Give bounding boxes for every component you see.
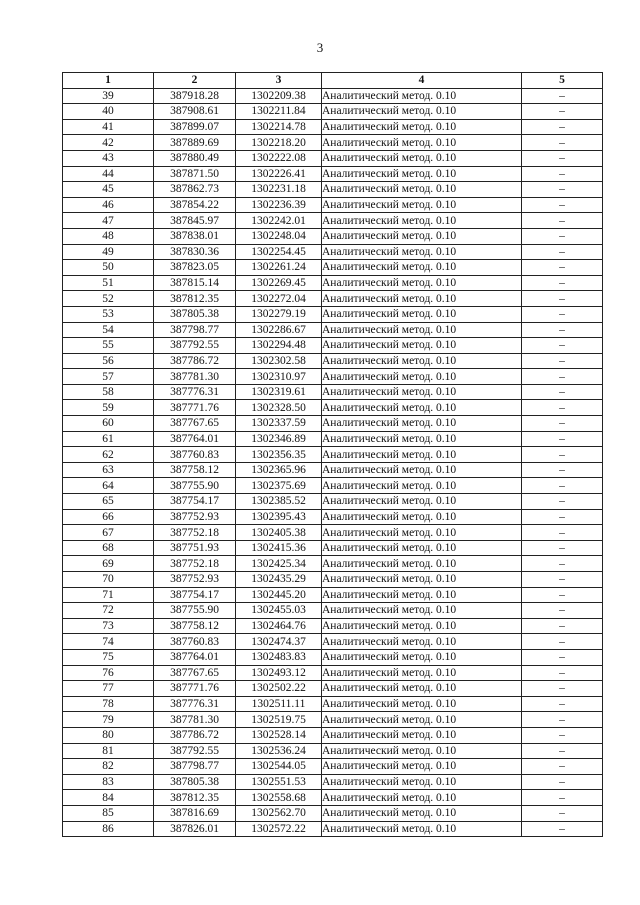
y-coordinate-cell: 1302254.45 — [236, 244, 322, 260]
method-cell: Аналитический метод. 0.10 — [322, 743, 522, 759]
y-coordinate-cell: 1302218.20 — [236, 135, 322, 151]
method-cell: Аналитический метод. 0.10 — [322, 525, 522, 541]
method-cell: Аналитический метод. 0.10 — [322, 244, 522, 260]
note-cell: – — [522, 353, 603, 369]
x-coordinate-cell: 387776.31 — [154, 696, 236, 712]
method-cell: Аналитический метод. 0.10 — [322, 228, 522, 244]
table-row — [63, 166, 603, 182]
point-number-cell: 45 — [63, 182, 154, 198]
x-coordinate-cell: 387812.35 — [154, 291, 236, 307]
x-coordinate-cell: 387786.72 — [154, 353, 236, 369]
x-coordinate-cell: 387812.35 — [154, 790, 236, 806]
method-cell: Аналитический метод. 0.10 — [322, 306, 522, 322]
y-coordinate-cell: 1302395.43 — [236, 509, 322, 525]
point-number-cell: 79 — [63, 712, 154, 728]
note-cell: – — [522, 104, 603, 120]
y-coordinate-cell: 1302310.97 — [236, 369, 322, 385]
x-coordinate-cell: 387781.30 — [154, 369, 236, 385]
note-cell: – — [522, 478, 603, 494]
method-cell: Аналитический метод. 0.10 — [322, 696, 522, 712]
x-coordinate-cell: 387792.55 — [154, 743, 236, 759]
x-coordinate-cell: 387871.50 — [154, 166, 236, 182]
point-number-cell: 43 — [63, 150, 154, 166]
point-number-cell: 51 — [63, 275, 154, 291]
method-cell: Аналитический метод. 0.10 — [322, 556, 522, 572]
y-coordinate-cell: 1302365.96 — [236, 462, 322, 478]
y-coordinate-cell: 1302286.67 — [236, 322, 322, 338]
point-number-cell: 70 — [63, 572, 154, 588]
table-row — [63, 135, 603, 151]
table-row — [63, 509, 603, 525]
note-cell: – — [522, 213, 603, 229]
table-row — [63, 774, 603, 790]
point-number-cell: 47 — [63, 213, 154, 229]
y-coordinate-cell: 1302519.75 — [236, 712, 322, 728]
point-number-cell: 83 — [63, 774, 154, 790]
table-row — [63, 197, 603, 213]
table-row — [63, 260, 603, 276]
x-coordinate-cell: 387816.69 — [154, 805, 236, 821]
method-cell: Аналитический метод. 0.10 — [322, 774, 522, 790]
note-cell: – — [522, 712, 603, 728]
y-coordinate-cell: 1302279.19 — [236, 306, 322, 322]
y-coordinate-cell: 1302319.61 — [236, 384, 322, 400]
y-coordinate-cell: 1302544.05 — [236, 759, 322, 775]
x-coordinate-cell: 387752.18 — [154, 556, 236, 572]
point-number-cell: 85 — [63, 805, 154, 821]
x-coordinate-cell: 387751.93 — [154, 540, 236, 556]
table-row — [63, 228, 603, 244]
table-row — [63, 291, 603, 307]
table-row — [63, 603, 603, 619]
y-coordinate-cell: 1302214.78 — [236, 119, 322, 135]
table-row — [63, 540, 603, 556]
note-cell: – — [522, 135, 603, 151]
y-coordinate-cell: 1302261.24 — [236, 260, 322, 276]
point-number-cell: 61 — [63, 431, 154, 447]
table-row — [63, 244, 603, 260]
method-cell: Аналитический метод. 0.10 — [322, 665, 522, 681]
table-row — [63, 556, 603, 572]
y-coordinate-cell: 1302415.36 — [236, 540, 322, 556]
table-row — [63, 431, 603, 447]
table-row — [63, 306, 603, 322]
x-coordinate-cell: 387776.31 — [154, 384, 236, 400]
note-cell: – — [522, 260, 603, 276]
method-cell: Аналитический метод. 0.10 — [322, 104, 522, 120]
note-cell: – — [522, 634, 603, 650]
table-row — [63, 681, 603, 697]
y-coordinate-cell: 1302464.76 — [236, 618, 322, 634]
note-cell: – — [522, 494, 603, 510]
point-number-cell: 55 — [63, 338, 154, 354]
x-coordinate-cell: 387764.01 — [154, 431, 236, 447]
method-cell: Аналитический метод. 0.10 — [322, 119, 522, 135]
note-cell: – — [522, 696, 603, 712]
x-coordinate-cell: 387880.49 — [154, 150, 236, 166]
x-coordinate-cell: 387862.73 — [154, 182, 236, 198]
method-cell: Аналитический метод. 0.10 — [322, 478, 522, 494]
point-number-cell: 49 — [63, 244, 154, 260]
note-cell: – — [522, 369, 603, 385]
point-number-cell: 64 — [63, 478, 154, 494]
header-col-2: 2 — [154, 73, 236, 89]
note-cell: – — [522, 649, 603, 665]
point-number-cell: 67 — [63, 525, 154, 541]
y-coordinate-cell: 1302302.58 — [236, 353, 322, 369]
note-cell: – — [522, 275, 603, 291]
note-cell: – — [522, 431, 603, 447]
x-coordinate-cell: 387838.01 — [154, 228, 236, 244]
x-coordinate-cell: 387767.65 — [154, 665, 236, 681]
method-cell: Аналитический метод. 0.10 — [322, 322, 522, 338]
x-coordinate-cell: 387792.55 — [154, 338, 236, 354]
y-coordinate-cell: 1302493.12 — [236, 665, 322, 681]
table-row — [63, 182, 603, 198]
x-coordinate-cell: 387798.77 — [154, 322, 236, 338]
table-row — [63, 790, 603, 806]
x-coordinate-cell: 387754.17 — [154, 494, 236, 510]
x-coordinate-cell: 387758.12 — [154, 618, 236, 634]
note-cell: – — [522, 665, 603, 681]
table-row — [63, 712, 603, 728]
point-number-cell: 71 — [63, 587, 154, 603]
y-coordinate-cell: 1302356.35 — [236, 447, 322, 463]
note-cell: – — [522, 774, 603, 790]
y-coordinate-cell: 1302231.18 — [236, 182, 322, 198]
method-cell: Аналитический метод. 0.10 — [322, 681, 522, 697]
method-cell: Аналитический метод. 0.10 — [322, 400, 522, 416]
table-row — [63, 384, 603, 400]
header-col-3: 3 — [236, 73, 322, 89]
table-row — [63, 572, 603, 588]
method-cell: Аналитический метод. 0.10 — [322, 462, 522, 478]
table-row — [63, 400, 603, 416]
note-cell: – — [522, 88, 603, 104]
note-cell: – — [522, 197, 603, 213]
point-number-cell: 69 — [63, 556, 154, 572]
y-coordinate-cell: 1302435.29 — [236, 572, 322, 588]
table-row — [63, 649, 603, 665]
x-coordinate-cell: 387786.72 — [154, 727, 236, 743]
note-cell: – — [522, 166, 603, 182]
note-cell: – — [522, 228, 603, 244]
note-cell: – — [522, 509, 603, 525]
x-coordinate-cell: 387826.01 — [154, 821, 236, 837]
x-coordinate-cell: 387781.30 — [154, 712, 236, 728]
x-coordinate-cell: 387854.22 — [154, 197, 236, 213]
method-cell: Аналитический метод. 0.10 — [322, 416, 522, 432]
note-cell: – — [522, 759, 603, 775]
y-coordinate-cell: 1302562.70 — [236, 805, 322, 821]
point-number-cell: 50 — [63, 260, 154, 276]
x-coordinate-cell: 387754.17 — [154, 587, 236, 603]
table-header — [63, 73, 603, 89]
y-coordinate-cell: 1302222.08 — [236, 150, 322, 166]
x-coordinate-cell: 387755.90 — [154, 478, 236, 494]
method-cell: Аналитический метод. 0.10 — [322, 494, 522, 510]
table-row — [63, 462, 603, 478]
y-coordinate-cell: 1302211.84 — [236, 104, 322, 120]
x-coordinate-cell: 387918.28 — [154, 88, 236, 104]
method-cell: Аналитический метод. 0.10 — [322, 338, 522, 354]
y-coordinate-cell: 1302551.53 — [236, 774, 322, 790]
method-cell: Аналитический метод. 0.10 — [322, 135, 522, 151]
point-number-cell: 40 — [63, 104, 154, 120]
point-number-cell: 78 — [63, 696, 154, 712]
note-cell: – — [522, 306, 603, 322]
method-cell: Аналитический метод. 0.10 — [322, 727, 522, 743]
table-body — [63, 88, 603, 837]
table-row — [63, 634, 603, 650]
y-coordinate-cell: 1302405.38 — [236, 525, 322, 541]
y-coordinate-cell: 1302346.89 — [236, 431, 322, 447]
table-row — [63, 322, 603, 338]
y-coordinate-cell: 1302248.04 — [236, 228, 322, 244]
table-row — [63, 743, 603, 759]
method-cell: Аналитический метод. 0.10 — [322, 197, 522, 213]
point-number-cell: 57 — [63, 369, 154, 385]
x-coordinate-cell: 387845.97 — [154, 213, 236, 229]
method-cell: Аналитический метод. 0.10 — [322, 431, 522, 447]
point-number-cell: 86 — [63, 821, 154, 837]
y-coordinate-cell: 1302474.37 — [236, 634, 322, 650]
table-row — [63, 478, 603, 494]
note-cell: – — [522, 790, 603, 806]
point-number-cell: 48 — [63, 228, 154, 244]
method-cell: Аналитический метод. 0.10 — [322, 603, 522, 619]
y-coordinate-cell: 1302445.20 — [236, 587, 322, 603]
x-coordinate-cell: 387752.93 — [154, 509, 236, 525]
table-row — [63, 494, 603, 510]
method-cell: Аналитический метод. 0.10 — [322, 649, 522, 665]
x-coordinate-cell: 387830.36 — [154, 244, 236, 260]
x-coordinate-cell: 387908.61 — [154, 104, 236, 120]
note-cell: – — [522, 447, 603, 463]
y-coordinate-cell: 1302511.11 — [236, 696, 322, 712]
x-coordinate-cell: 387889.69 — [154, 135, 236, 151]
table-row — [63, 88, 603, 104]
point-number-cell: 56 — [63, 353, 154, 369]
method-cell: Аналитический метод. 0.10 — [322, 587, 522, 603]
table-row — [63, 369, 603, 385]
header-row — [63, 73, 603, 89]
y-coordinate-cell: 1302572.22 — [236, 821, 322, 837]
x-coordinate-cell: 387760.83 — [154, 634, 236, 650]
point-number-cell: 42 — [63, 135, 154, 151]
y-coordinate-cell: 1302328.50 — [236, 400, 322, 416]
x-coordinate-cell: 387764.01 — [154, 649, 236, 665]
y-coordinate-cell: 1302528.14 — [236, 727, 322, 743]
x-coordinate-cell: 387771.76 — [154, 681, 236, 697]
table-row — [63, 618, 603, 634]
point-number-cell: 63 — [63, 462, 154, 478]
method-cell: Аналитический метод. 0.10 — [322, 88, 522, 104]
note-cell: – — [522, 572, 603, 588]
method-cell: Аналитический метод. 0.10 — [322, 166, 522, 182]
note-cell: – — [522, 244, 603, 260]
header-col-5: 5 — [522, 73, 603, 89]
header-col-4: 4 — [322, 73, 522, 89]
point-number-cell: 73 — [63, 618, 154, 634]
point-number-cell: 41 — [63, 119, 154, 135]
y-coordinate-cell: 1302558.68 — [236, 790, 322, 806]
table-row — [63, 587, 603, 603]
note-cell: – — [522, 416, 603, 432]
x-coordinate-cell: 387771.76 — [154, 400, 236, 416]
method-cell: Аналитический метод. 0.10 — [322, 805, 522, 821]
method-cell: Аналитический метод. 0.10 — [322, 634, 522, 650]
table-row — [63, 447, 603, 463]
y-coordinate-cell: 1302502.22 — [236, 681, 322, 697]
x-coordinate-cell: 387752.18 — [154, 525, 236, 541]
note-cell: – — [522, 540, 603, 556]
y-coordinate-cell: 1302236.39 — [236, 197, 322, 213]
coordinates-table — [62, 72, 603, 837]
x-coordinate-cell: 387767.65 — [154, 416, 236, 432]
note-cell: – — [522, 322, 603, 338]
method-cell: Аналитический метод. 0.10 — [322, 790, 522, 806]
method-cell: Аналитический метод. 0.10 — [322, 509, 522, 525]
y-coordinate-cell: 1302455.03 — [236, 603, 322, 619]
note-cell: – — [522, 727, 603, 743]
method-cell: Аналитический метод. 0.10 — [322, 572, 522, 588]
x-coordinate-cell: 387755.90 — [154, 603, 236, 619]
point-number-cell: 60 — [63, 416, 154, 432]
table-row — [63, 805, 603, 821]
method-cell: Аналитический метод. 0.10 — [322, 260, 522, 276]
y-coordinate-cell: 1302385.52 — [236, 494, 322, 510]
point-number-cell: 84 — [63, 790, 154, 806]
y-coordinate-cell: 1302209.38 — [236, 88, 322, 104]
method-cell: Аналитический метод. 0.10 — [322, 821, 522, 837]
note-cell: – — [522, 618, 603, 634]
y-coordinate-cell: 1302536.24 — [236, 743, 322, 759]
note-cell: – — [522, 603, 603, 619]
y-coordinate-cell: 1302226.41 — [236, 166, 322, 182]
point-number-cell: 52 — [63, 291, 154, 307]
x-coordinate-cell: 387760.83 — [154, 447, 236, 463]
note-cell: – — [522, 119, 603, 135]
y-coordinate-cell: 1302242.01 — [236, 213, 322, 229]
y-coordinate-cell: 1302483.83 — [236, 649, 322, 665]
point-number-cell: 65 — [63, 494, 154, 510]
table-row — [63, 696, 603, 712]
y-coordinate-cell: 1302294.48 — [236, 338, 322, 354]
point-number-cell: 66 — [63, 509, 154, 525]
y-coordinate-cell: 1302375.69 — [236, 478, 322, 494]
method-cell: Аналитический метод. 0.10 — [322, 712, 522, 728]
point-number-cell: 44 — [63, 166, 154, 182]
table-row — [63, 338, 603, 354]
point-number-cell: 80 — [63, 727, 154, 743]
x-coordinate-cell: 387758.12 — [154, 462, 236, 478]
point-number-cell: 46 — [63, 197, 154, 213]
y-coordinate-cell: 1302269.45 — [236, 275, 322, 291]
point-number-cell: 82 — [63, 759, 154, 775]
point-number-cell: 74 — [63, 634, 154, 650]
x-coordinate-cell: 387815.14 — [154, 275, 236, 291]
x-coordinate-cell: 387805.38 — [154, 306, 236, 322]
note-cell: – — [522, 805, 603, 821]
note-cell: – — [522, 462, 603, 478]
note-cell: – — [522, 556, 603, 572]
x-coordinate-cell: 387805.38 — [154, 774, 236, 790]
header-col-1: 1 — [63, 73, 154, 89]
y-coordinate-cell: 1302425.34 — [236, 556, 322, 572]
method-cell: Аналитический метод. 0.10 — [322, 213, 522, 229]
point-number-cell: 54 — [63, 322, 154, 338]
note-cell: – — [522, 182, 603, 198]
table-row — [63, 665, 603, 681]
method-cell: Аналитический метод. 0.10 — [322, 384, 522, 400]
note-cell: – — [522, 681, 603, 697]
table-row — [63, 104, 603, 120]
table-row — [63, 275, 603, 291]
table-row — [63, 821, 603, 837]
x-coordinate-cell: 387798.77 — [154, 759, 236, 775]
note-cell: – — [522, 150, 603, 166]
point-number-cell: 68 — [63, 540, 154, 556]
y-coordinate-cell: 1302337.59 — [236, 416, 322, 432]
note-cell: – — [522, 821, 603, 837]
method-cell: Аналитический метод. 0.10 — [322, 182, 522, 198]
point-number-cell: 53 — [63, 306, 154, 322]
point-number-cell: 59 — [63, 400, 154, 416]
page-number: 3 — [316, 40, 324, 55]
note-cell: – — [522, 587, 603, 603]
note-cell: – — [522, 338, 603, 354]
note-cell: – — [522, 743, 603, 759]
method-cell: Аналитический метод. 0.10 — [322, 369, 522, 385]
table-row — [63, 759, 603, 775]
method-cell: Аналитический метод. 0.10 — [322, 618, 522, 634]
method-cell: Аналитический метод. 0.10 — [322, 275, 522, 291]
x-coordinate-cell: 387823.05 — [154, 260, 236, 276]
note-cell: – — [522, 291, 603, 307]
table-row — [63, 119, 603, 135]
table-row — [63, 353, 603, 369]
point-number-cell: 77 — [63, 681, 154, 697]
x-coordinate-cell: 387752.93 — [154, 572, 236, 588]
point-number-cell: 76 — [63, 665, 154, 681]
method-cell: Аналитический метод. 0.10 — [322, 150, 522, 166]
point-number-cell: 72 — [63, 603, 154, 619]
y-coordinate-cell: 1302272.04 — [236, 291, 322, 307]
method-cell: Аналитический метод. 0.10 — [322, 291, 522, 307]
table-row — [63, 525, 603, 541]
method-cell: Аналитический метод. 0.10 — [322, 540, 522, 556]
table-row — [63, 727, 603, 743]
note-cell: – — [522, 525, 603, 541]
point-number-cell: 39 — [63, 88, 154, 104]
table-row — [63, 150, 603, 166]
method-cell: Аналитический метод. 0.10 — [322, 353, 522, 369]
table-row — [63, 213, 603, 229]
point-number-cell: 62 — [63, 447, 154, 463]
point-number-cell: 81 — [63, 743, 154, 759]
table-row — [63, 416, 603, 432]
note-cell: – — [522, 384, 603, 400]
x-coordinate-cell: 387899.07 — [154, 119, 236, 135]
method-cell: Аналитический метод. 0.10 — [322, 447, 522, 463]
method-cell: Аналитический метод. 0.10 — [322, 759, 522, 775]
note-cell: – — [522, 400, 603, 416]
point-number-cell: 75 — [63, 649, 154, 665]
point-number-cell: 58 — [63, 384, 154, 400]
